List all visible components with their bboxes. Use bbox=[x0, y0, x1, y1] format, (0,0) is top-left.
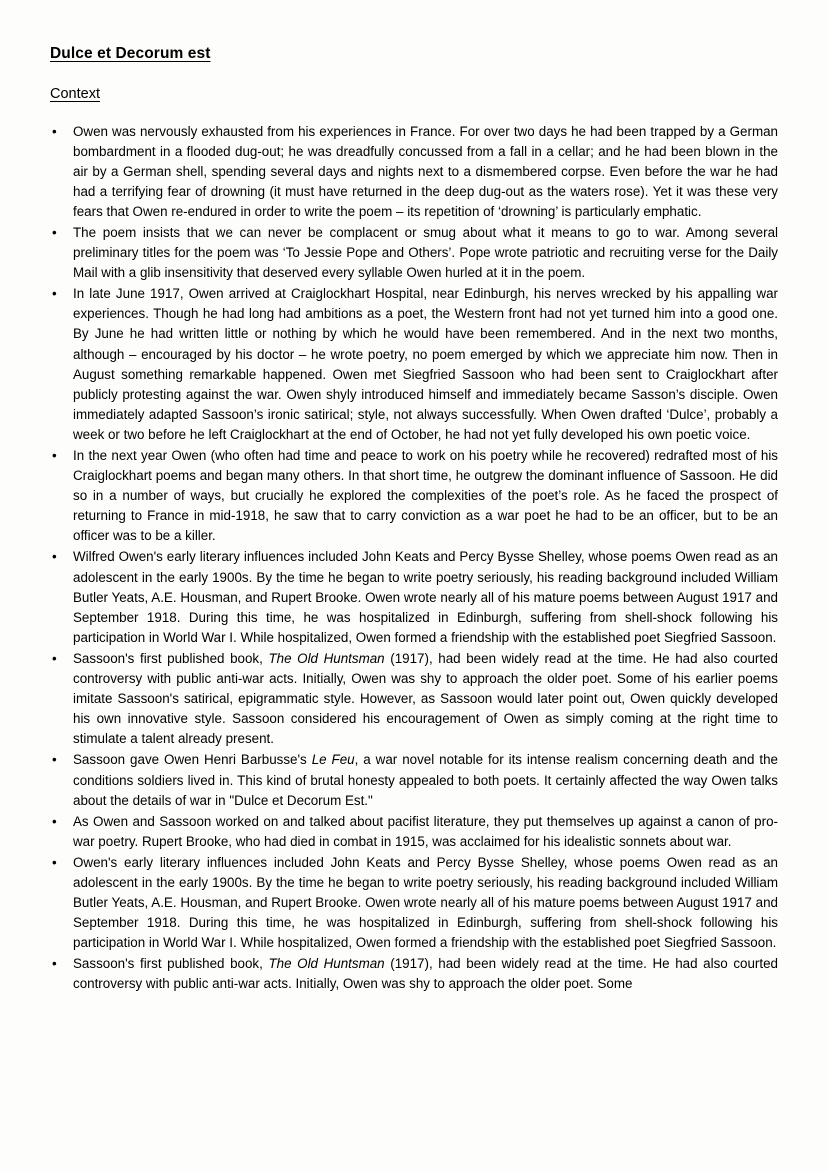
bullet-owen-influences-repeat: • Owen's early literary influences included John Keats and Percy Bysse Shelley, whose poems Owen read as an adolescent in the early 1900s. By the time he began to write poetry seriously, his reading background included William Butler Yeats, A.E. Housman, and Rupert Brooke. Owen wrote nearly all of his mature poems between August 1917 and September 1918. During this time, he was hospitalized in Edinburgh, suffering from shell-shock following his participation in World War I. While hospitalized, Owen formed a friendship with the established poet Siegfried Sassoon. bbox=[73, 854, 778, 951]
italic-work-title: Le Feu bbox=[311, 752, 355, 768]
list-item bbox=[50, 223, 778, 283]
bullet-le-feu: • Sassoon gave Owen Henri Barbusse's Le Feu, a war novel notable for its intense realism concerning death and the conditions soldiers lived in. This kind of brutal honesty appealed to both poets. It certainly affected the way Owen talks about the details of war in "Dulce et Decorum Est." bbox=[73, 752, 778, 808]
list-item bbox=[50, 853, 778, 953]
bullet-craiglockhart-arrival: • In late June 1917, Owen arrived at Craiglockhart Hospital, near Edinburgh, his nerves wrecked by his appalling war experiences. Though he had long had ambitions as a poet, the Western front had not yet turned him into a good one. By June he had written little or nothing by which he would have been remembered. And in the next two months, although – encouraged by his doctor – he wrote poetry, no poem emerged by which we appreciate him now. Then in August something remarkable happened. Owen met Siegfried Sassoon who had been sent to Craiglockhart after publicly protesting against the war. Owen shyly introduced himself and immediately became Sasson’s disciple. Owen immediately adapted Sassoon’s ironic satirical; style, not always successfully. When Owen drafted ‘Dulce’, probably a week or two before he left Craiglockhart at the end of October, he had not yet fully developed his own poetic voice. bbox=[73, 286, 778, 442]
section-heading-context: Context bbox=[50, 86, 100, 103]
list-item bbox=[50, 446, 778, 546]
italic-work-title: The Old Huntsman bbox=[268, 956, 385, 972]
list-item bbox=[50, 750, 778, 810]
list-item bbox=[50, 547, 778, 647]
bullet-next-year-redrafted: • In the next year Owen (who often had time and peace to work on his poetry while he recovered) redrafted most of his Craiglockhart poems and began many others. In that short time, he outgrew the dominant influence of Sassoon. He did so in a number of ways, but crucially he explored the complexities of the poet’s role. As he faced the prospect of returning to France in mid-1918, he saw that to carry conviction as a war poet he had to be an officer, but to be an officer was to be a killer. bbox=[73, 448, 778, 544]
bullet-old-huntsman-first: • Sassoon's first published book, The Old Huntsman (1917), had been widely read at the time. He had also courted controversy with public anti-war acts. Initially, Owen was shy to approach the older poet. Some of his earlier poems imitate Sassoon's satirical, epigrammatic style. However, as Sassoon would later point out, Owen quickly developed his own innovative style. Sassoon considered his encouragement of Owen as simply coming at the right time to stimulate a talent already present. bbox=[73, 650, 779, 747]
bullet-poem-insists: • The poem insists that we can never be complacent or smug about what it means to go to war. Among several preliminary titles for the poem was ‘To Jessie Pope and Others’. Pope wrote patriotic and recruiting verse for the Daily Mail with a glib insensitivity that deserved every syllable Owen hurled at it in the poem. bbox=[73, 224, 778, 281]
bullet-owen-exhaustion: • Owen was nervously exhausted from his experiences in France. For over two days he had been trapped by a German bombardment in a flooded dug-out; he was dreadfully concussed from a fall in a cellar; and he had been blown in the air by a German shell, spending several days and nights next to a dismembered corpse. Even before the war he had had a terrifying fear of drowning (it must have returned in the deep dug-out as the waters rose). Yet it was these very fears that Owen re-endured in order to write the poem – its repetition of ‘drowning’ is particularly emphatic. bbox=[73, 123, 778, 219]
list-item bbox=[50, 649, 778, 749]
list-item bbox=[50, 284, 778, 445]
context-bullet-list bbox=[50, 122, 778, 995]
bullet-pacifist-literature: • As Owen and Sassoon worked on and talked about pacifist literature, they put themselves up against a canon of pro-war poetry. Rupert Brooke, who had died in combat in 1915, was acclaimed for his idealistic sonnets about war. bbox=[73, 813, 778, 849]
document-body bbox=[50, 44, 778, 996]
bullet-old-huntsman-repeat: • Sassoon's first published book, The Old Huntsman (1917), had been widely read at the time. He had also courted controversy with public anti-war acts. Initially, Owen was shy to approach the older poet. Some bbox=[73, 956, 779, 992]
list-item bbox=[50, 954, 778, 994]
italic-work-title: The Old Huntsman bbox=[268, 650, 385, 666]
bullet-wilfred-influences: • Wilfred Owen's early literary influences included John Keats and Percy Bysse Shelley, whose poems Owen read as an adolescent in the early 1900s. By the time he began to write poetry seriously, his reading background included William Butler Yeats, A.E. Housman, and Rupert Brooke. Owen wrote nearly all of his mature poems between August 1917 and September 1918. During this time, he was hospitalized in Edinburgh, suffering from shell-shock following his participation in World War I. While hospitalized, Owen formed a friendship with the established poet Siegfried Sassoon. bbox=[73, 549, 778, 645]
list-item bbox=[50, 122, 778, 222]
page-title: Dulce et Decorum est bbox=[50, 45, 211, 62]
list-item bbox=[50, 812, 778, 852]
